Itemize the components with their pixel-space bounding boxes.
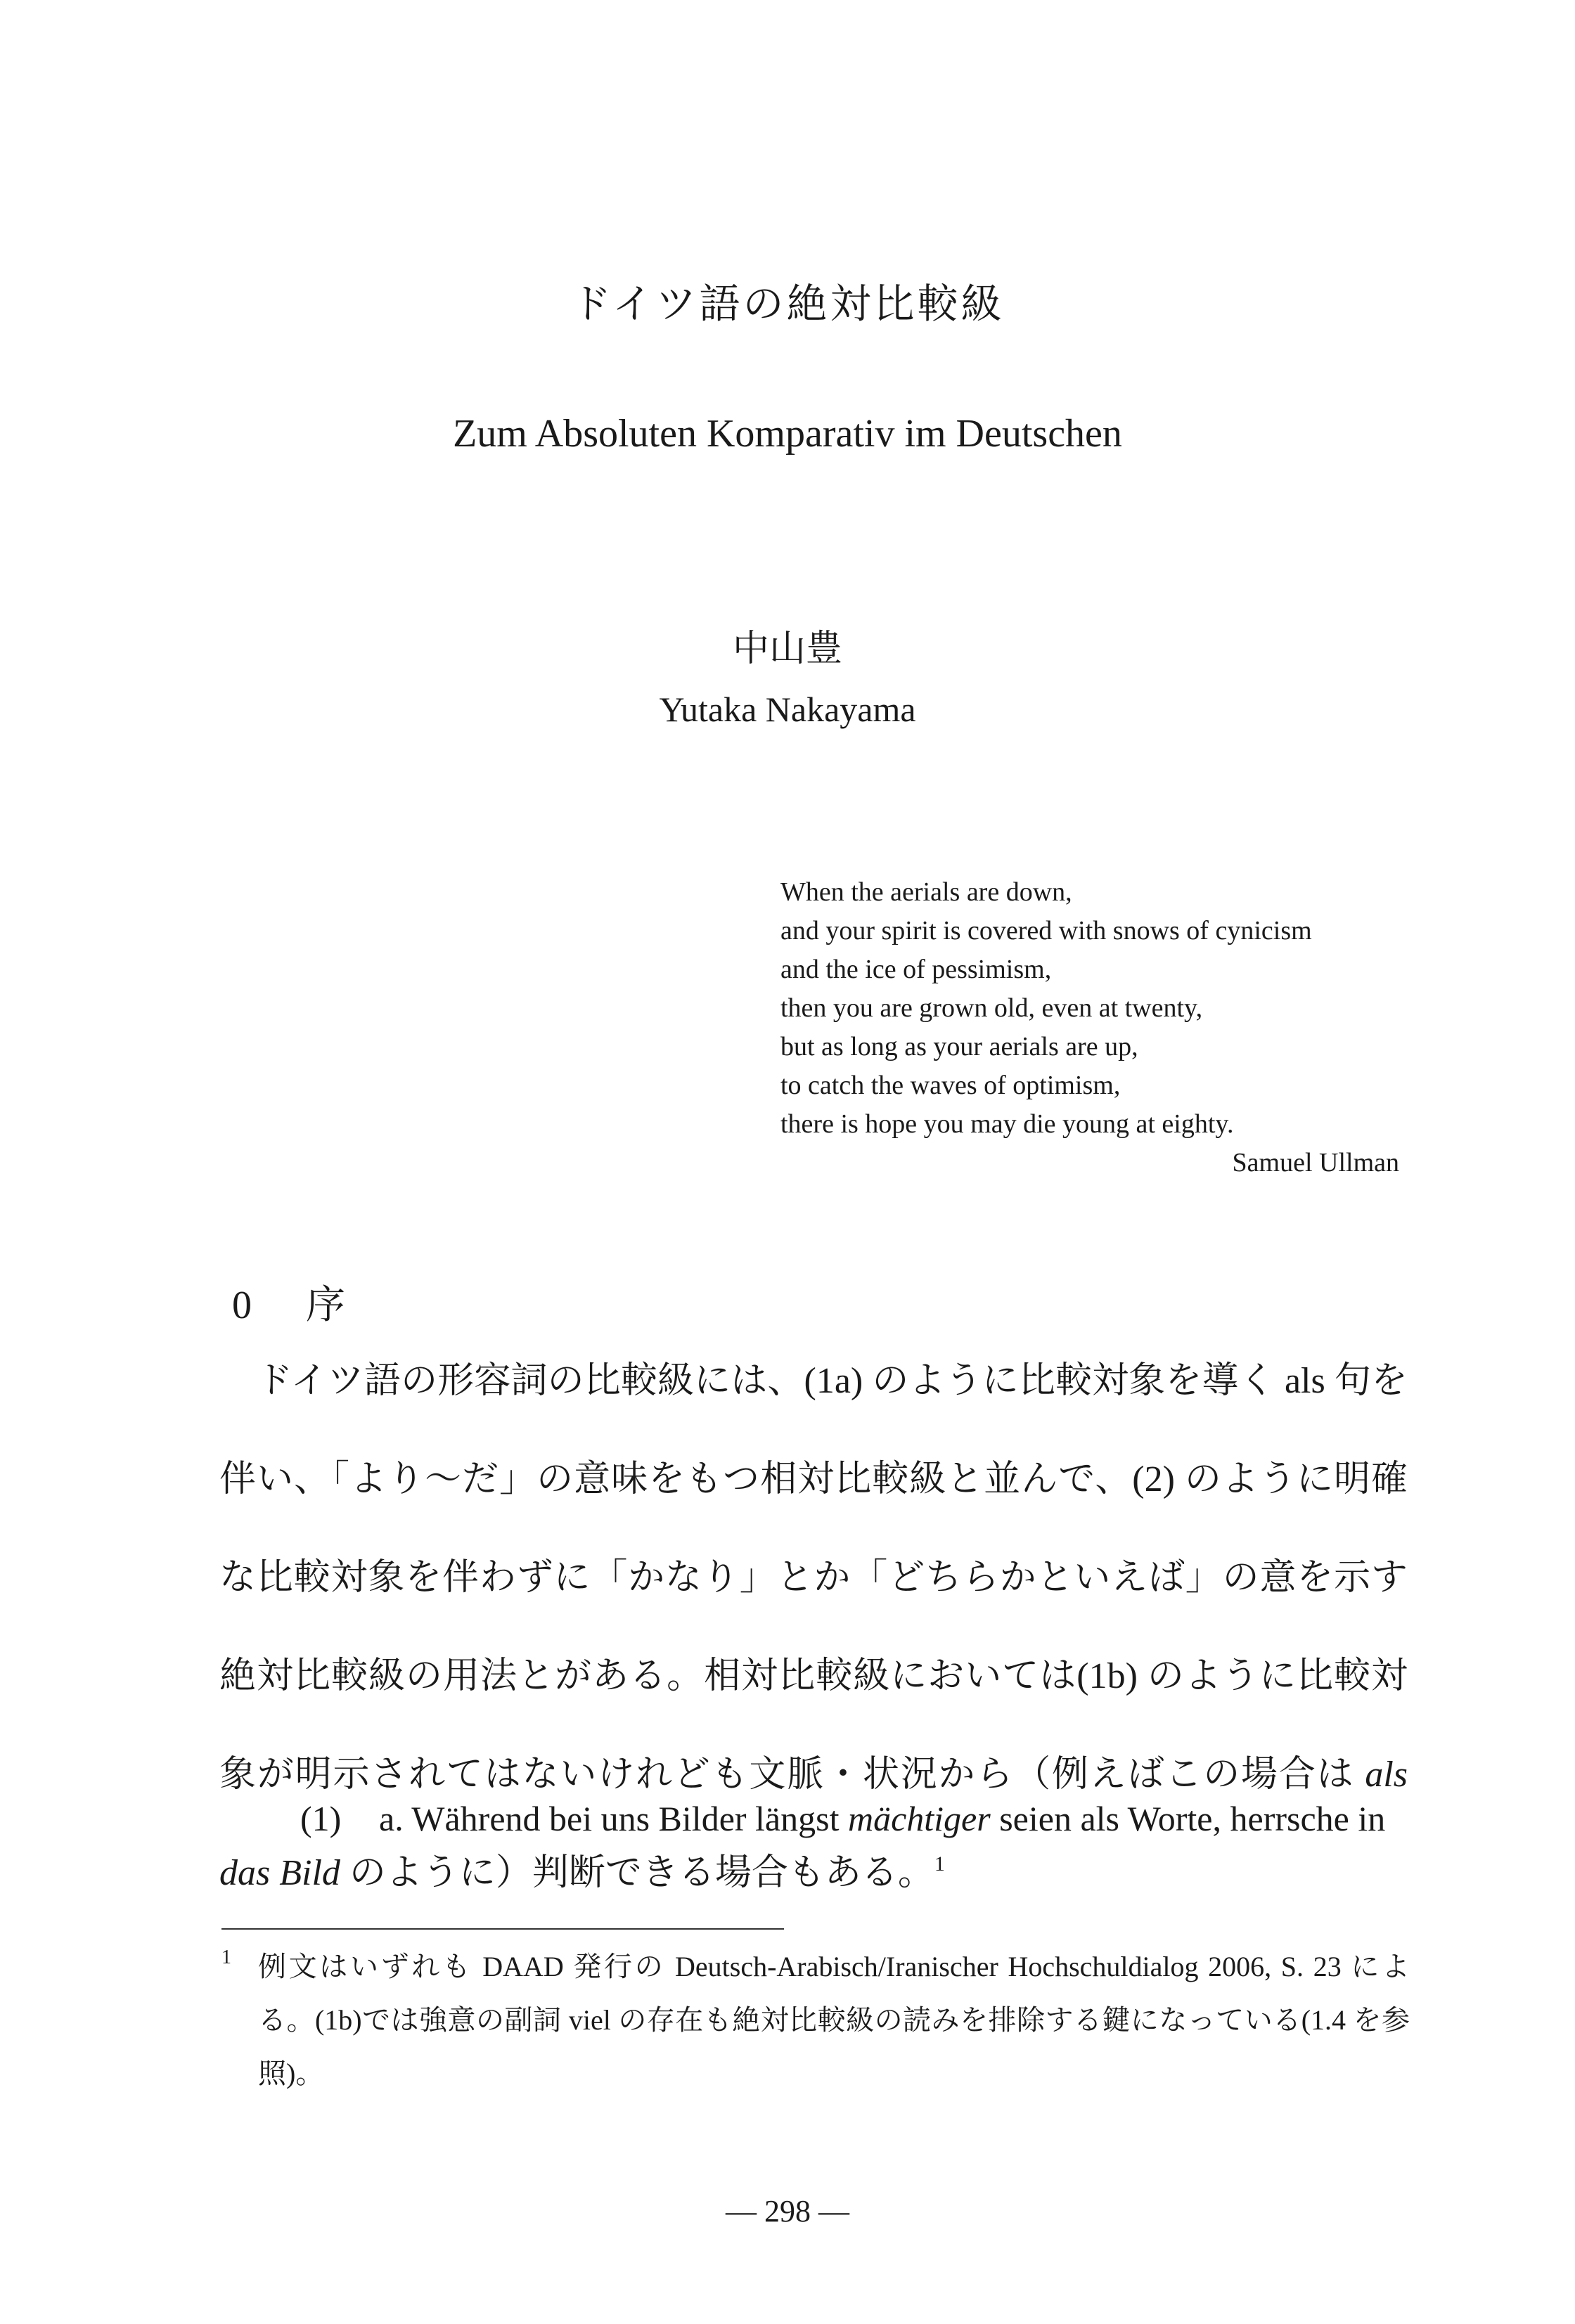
footnote [221, 1940, 1410, 2100]
footnote-text: 例文はいずれも DAAD 発行の Deutsch-Arabisch/Iranischer Hochschuldialog 2006, S. 23 による。(1b)では強意の副詞 viel の存在も絶対比較級の読みを排除する鍵になっている(1.4 を参照)。 [258, 1951, 1410, 2089]
author-name-japanese: 中山豊 [732, 629, 842, 669]
epigraph-attribution: Samuel Ullman [1232, 1148, 1399, 1177]
example-number: (1) [300, 1799, 342, 1838]
example-text-pre: a. Während bei uns Bilder längst [379, 1799, 848, 1838]
epigraph-line: then you are grown old, even at twenty, [780, 993, 1203, 1023]
footnote-mark: 1 [221, 1947, 231, 1968]
section-number: 0 [232, 1284, 252, 1327]
epigraph-line: but as long as your aerials are up, [780, 1032, 1138, 1061]
section-title: 序 [306, 1284, 345, 1327]
title-german: Zum Absoluten Komparativ im Deutschen [453, 412, 1122, 456]
body-italic-phrase: als das Bild [219, 1755, 1408, 1893]
epigraph-line: and your spirit is covered with snows of cynicism [780, 916, 1312, 945]
example-italic-word: mächtiger [847, 1799, 991, 1838]
section-heading [232, 1274, 345, 1330]
footnote-reference[interactable]: 1 [934, 1852, 945, 1876]
body-text-main: ドイツ語の形容詞の比較級には、(1a) のように比較対象を導く als 句を伴い、「より～だ」の意味をもつ相対比較級と並んで、(2) のように明確な比較対象を伴わずに「かなり」とか「どちらかといえば」の意を示す絶対比較級の用法とがある。相対比較級においては(1b) のように比較対象が明示されてはないけれども文脈・状況から（例えばこの場合は [219, 1361, 1408, 1795]
footnote-separator [221, 1928, 784, 1930]
example-text-post: seien als Worte, herrsche in [990, 1799, 1386, 1838]
page-number: — 298 — [726, 2194, 849, 2228]
epigraph-line: and the ice of pessimism, [780, 955, 1052, 984]
body-text-end: のように）判断できる場合もある。 [340, 1853, 934, 1893]
title-japanese: ドイツ語の絶対比較級 [570, 281, 1005, 327]
epigraph-line: there is hope you may die young at eighty. [780, 1109, 1234, 1139]
example-sentence [300, 1798, 1385, 1839]
epigraph-line: to catch the waves of optimism, [780, 1071, 1121, 1100]
epigraph [780, 873, 1399, 1182]
epigraph-line: When the aerials are down, [780, 877, 1072, 907]
author-name-english: Yutaka Nakayama [659, 690, 916, 729]
